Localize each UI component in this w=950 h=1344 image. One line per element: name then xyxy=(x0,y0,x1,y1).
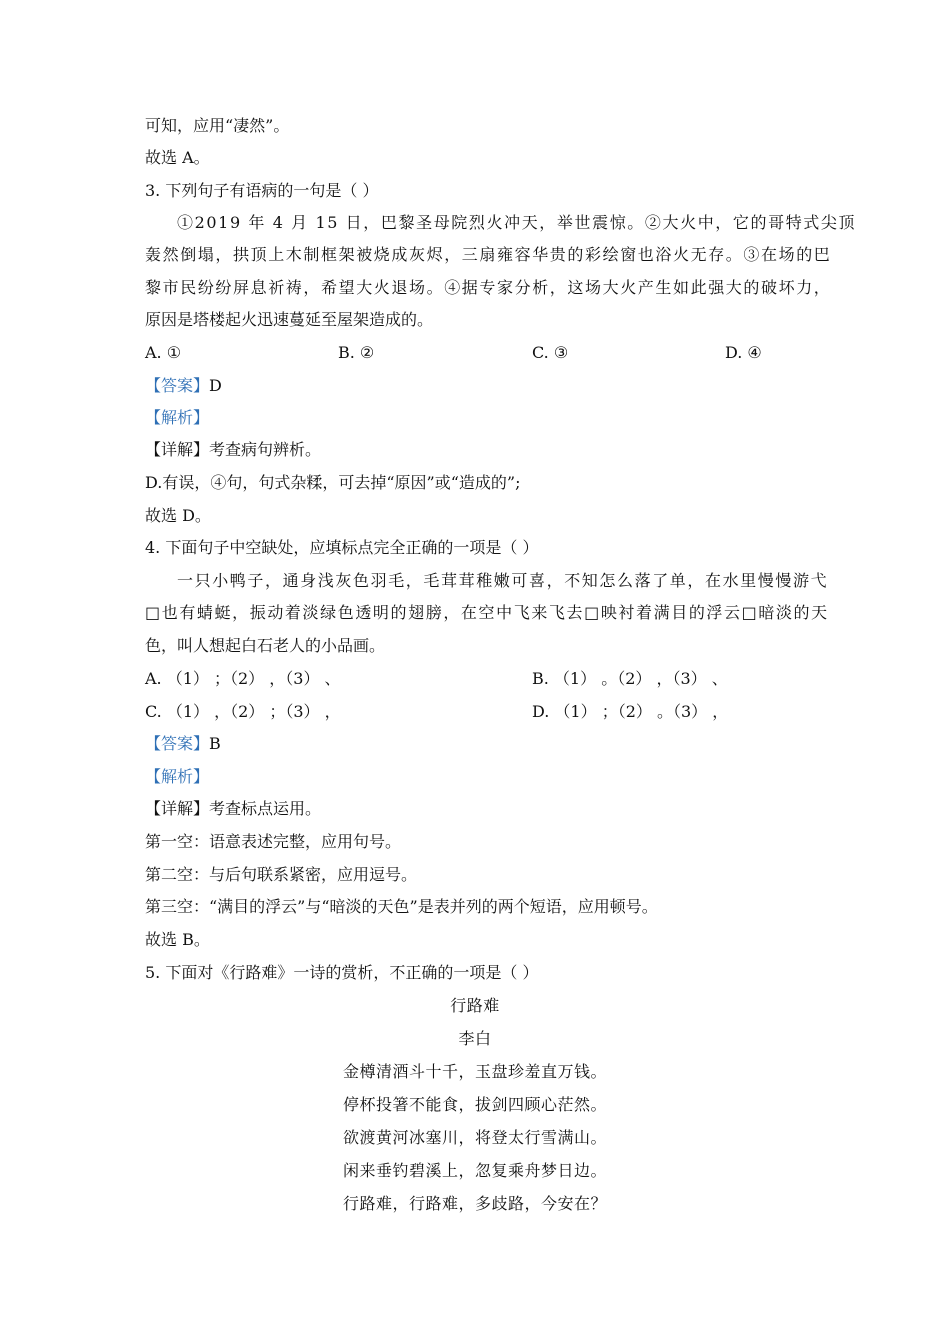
q4-passage-line-3: 色，叫人想起白石老人的小品画。 xyxy=(145,636,386,655)
poem-line-2: 停杯投箸不能食，拔剑四顾心茫然。 xyxy=(342,1095,607,1114)
q3-option-c: C. ③ xyxy=(532,343,569,362)
q4-option-c: C. （1） ，（2） ；（3） ， xyxy=(145,702,341,721)
answer-tag: 【答案】 xyxy=(145,734,210,753)
q4-stem: 4. 下面句子中空缺处，应填标点完全正确的一项是（ ） xyxy=(145,538,539,557)
q4-detail: 【详解】考查标点运用。 xyxy=(145,799,322,818)
prev-answer-tail: 可知，应用“凄然”。 xyxy=(145,116,290,135)
q3-answer-value: D xyxy=(209,376,222,395)
q3-option-a: A. ① xyxy=(145,343,182,362)
q3-explanation: D.有误，④句，句式杂糅，可去掉“原因”或“造成的”; xyxy=(145,473,521,492)
q4-analysis-tag: 【解析】 xyxy=(145,767,210,786)
poem-line-4: 闲来垂钓碧溪上，忽复乘舟梦日边。 xyxy=(342,1161,607,1180)
q4-answer xyxy=(145,733,221,755)
q4-option-d: D. （1） ；（2） 。（3） ， xyxy=(532,702,729,721)
q3-passage-line-4: 原因是塔楼起火迅速蔓延至屋架造成的。 xyxy=(145,310,434,329)
q3-stem: 3. 下列句子有语病的一句是（ ） xyxy=(145,181,379,200)
q5-stem: 5. 下面对《行路难》一诗的赏析，不正确的一项是（ ） xyxy=(145,963,539,982)
q4-conclusion: 故选 B。 xyxy=(145,930,210,949)
poem-line-5: 行路难，行路难，多歧路，今安在？ xyxy=(342,1194,607,1213)
q3-answer xyxy=(145,375,222,397)
poem-title: 行路难 xyxy=(450,996,500,1015)
q4-blank-2: 第二空：与后句联系紧密，应用逗号。 xyxy=(145,865,418,884)
q4-answer-value: B xyxy=(209,734,221,753)
q3-passage-line-1: ①2019 年 4 月 15 日，巴黎圣母院烈火冲天，举世震惊。②大火中，它的哥特式尖顶 xyxy=(177,213,857,232)
q3-passage-line-2: 轰然倒塌，拱顶上木制框架被烧成灰烬，三扇雍容华贵的彩绘窗也浴火无存。③在场的巴 xyxy=(145,245,832,264)
poem-line-1: 金樽清酒斗十千，玉盘珍羞直万钱。 xyxy=(342,1062,607,1081)
poem-author: 李白 xyxy=(458,1029,492,1048)
q3-option-d: D. ④ xyxy=(725,343,762,362)
q3-conclusion: 故选 D。 xyxy=(145,506,211,525)
answer-tag: 【答案】 xyxy=(145,376,210,395)
q3-option-b: B. ② xyxy=(338,343,375,362)
q3-analysis-tag: 【解析】 xyxy=(145,408,210,427)
q4-blank-1: 第一空：语意表述完整，应用句号。 xyxy=(145,832,402,851)
q4-option-a: A. （1） ；（2） ，（3） 、 xyxy=(145,669,341,688)
poem-line-3: 欲渡黄河冰塞川，将登太行雪满山。 xyxy=(342,1128,607,1147)
q4-passage-line-2: □也有蜻蜓，振动着淡绿色透明的翅膀，在空中飞来飞去□映衬着满目的浮云□暗淡的天 xyxy=(145,603,829,622)
q4-passage-line-1: 一只小鸭子，通身浅灰色羽毛，毛茸茸稚嫩可喜，不知怎么落了单，在水里慢慢游弋 xyxy=(177,571,829,590)
q4-option-b: B. （1） 。（2） ，（3） 、 xyxy=(532,669,728,688)
q4-blank-3: 第三空：“满目的浮云”与“暗淡的天色”是表并列的两个短语，应用顿号。 xyxy=(145,897,658,916)
prev-conclusion: 故选 A。 xyxy=(145,148,210,167)
q3-passage-line-3: 黎市民纷纷屏息祈祷，希望大火退场。④据专家分析，这场大火产生如此强大的破坏力， xyxy=(145,278,832,297)
q3-detail: 【详解】考查病句辨析。 xyxy=(145,440,322,459)
